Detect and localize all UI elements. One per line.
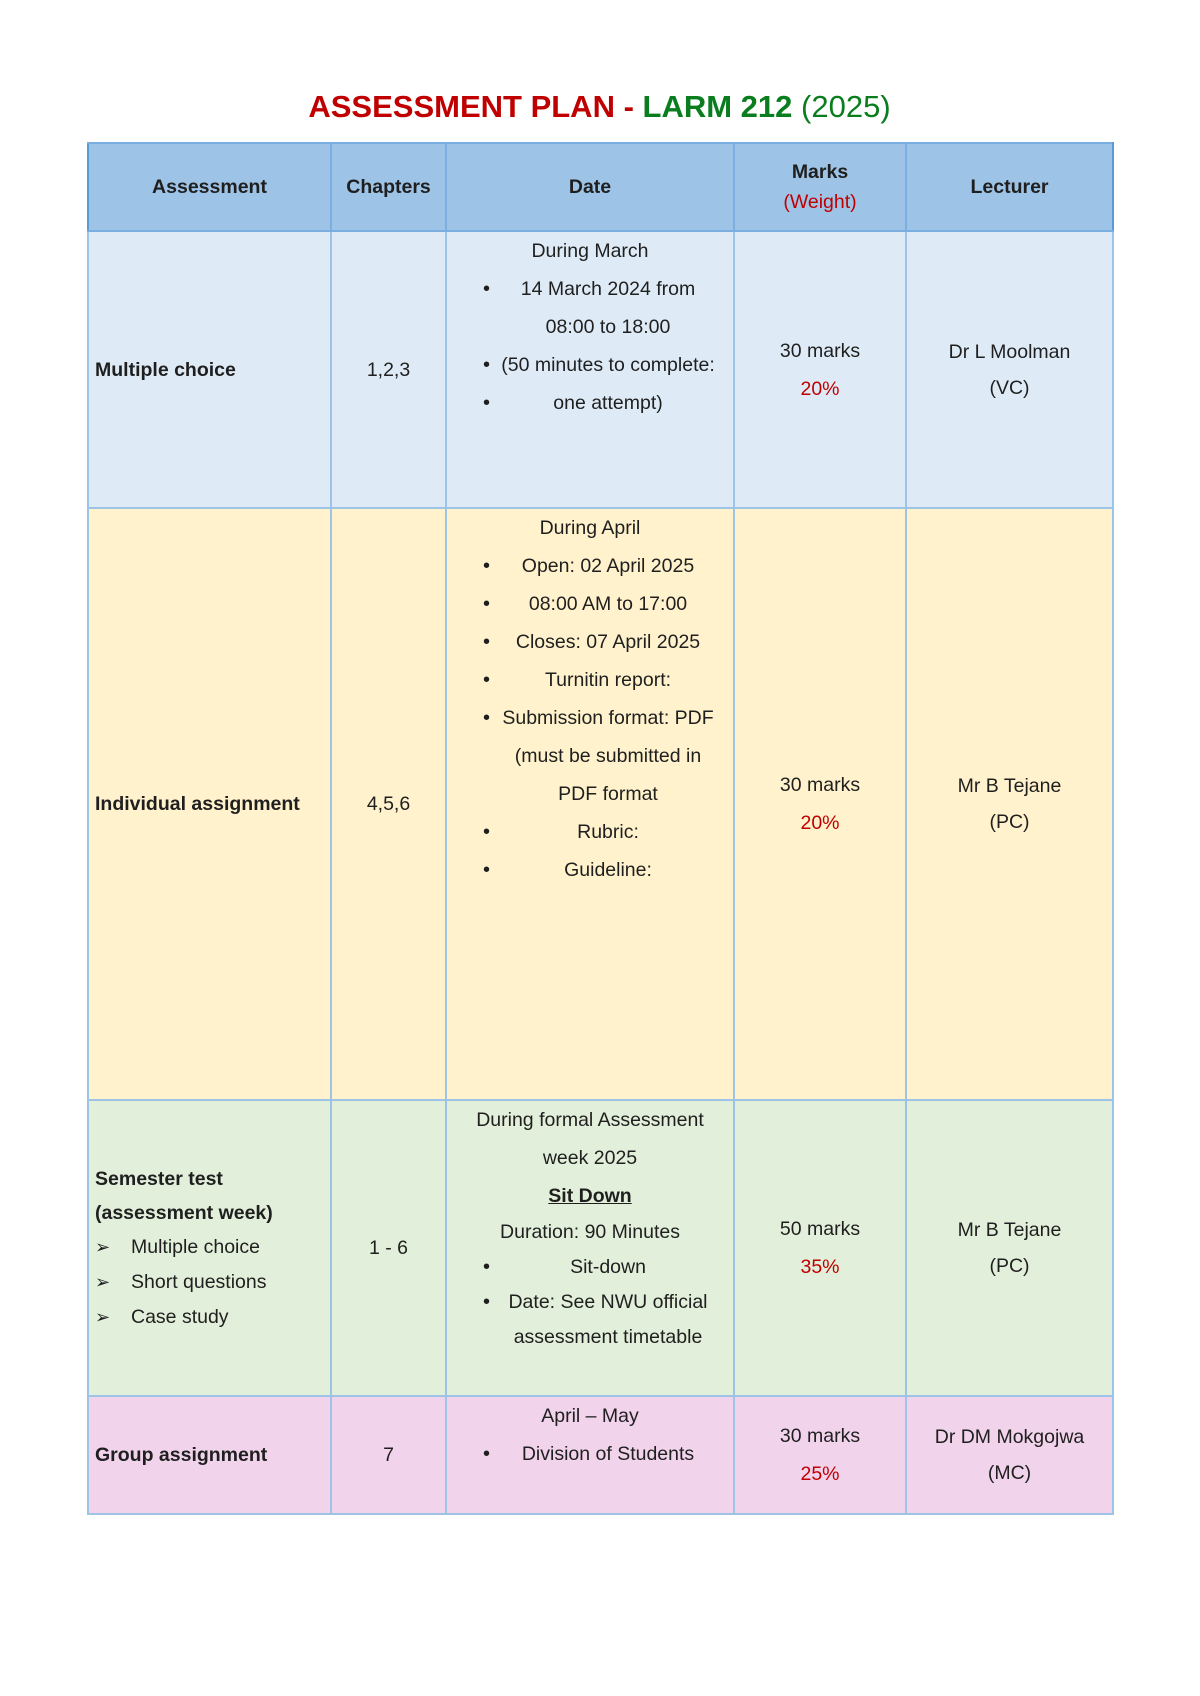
- chapters-cell: 1,2,3: [331, 231, 446, 508]
- chapters-cell: 1 - 6: [331, 1100, 446, 1396]
- list-item: • Turnitin report:: [453, 661, 727, 699]
- list-item: • Date: See NWU official assessment timetable: [453, 1285, 727, 1355]
- weight-value: 25%: [800, 1463, 840, 1485]
- list-item: ➢ Short questions: [95, 1265, 324, 1300]
- date-cell: [446, 508, 734, 1100]
- lecturer-code: (MC): [987, 1462, 1032, 1484]
- list-item: • one attempt): [453, 384, 727, 422]
- list-item: • Guideline:: [453, 851, 727, 889]
- date-duration: Duration: 90 Minutes: [500, 1221, 680, 1243]
- assessment-name-cell: [88, 1100, 331, 1396]
- lecturer-cell: [906, 1100, 1113, 1396]
- title-separator: -: [614, 89, 643, 124]
- lecturer-code: (PC): [989, 811, 1030, 833]
- lecturer-cell: [906, 231, 1113, 508]
- marks-cell: [734, 508, 906, 1100]
- date-intro: During March: [531, 240, 649, 262]
- list-item: • Division of Students: [453, 1435, 727, 1473]
- list-item: ➢ Multiple choice: [95, 1230, 324, 1265]
- header-assessment: Assessment: [88, 143, 331, 231]
- date-cell: [446, 1100, 734, 1396]
- date-list: [453, 547, 727, 889]
- marks-value: 30 marks: [779, 774, 861, 796]
- lecturer-name: Dr L Moolman: [948, 340, 1071, 363]
- list-item: • Closes: 07 April 2025: [453, 623, 727, 661]
- assessment-table: [87, 142, 1114, 1515]
- chapters-cell: 7: [331, 1396, 446, 1514]
- chapters-cell: 4,5,6: [331, 508, 446, 1100]
- page-title: [87, 82, 1112, 132]
- table-row: [88, 1100, 1113, 1396]
- lecturer-cell: [906, 1396, 1113, 1514]
- marks-cell: [734, 231, 906, 508]
- weight-value: 20%: [800, 377, 840, 400]
- table-header-row: [88, 143, 1113, 231]
- list-item: • Rubric:: [453, 813, 727, 851]
- date-cell: [446, 1396, 734, 1514]
- lecturer-cell: [906, 508, 1113, 1100]
- date-list: [453, 270, 727, 422]
- header-marks: [734, 143, 906, 231]
- list-item: • Submission format: PDF (must be submitted in PDF format: [453, 699, 727, 813]
- title-year: (2025): [801, 89, 891, 124]
- weight-value: 20%: [800, 812, 840, 834]
- lecturer-name: Dr DM Mokgojwa: [934, 1426, 1085, 1448]
- header-weight-label: (Weight): [783, 191, 857, 213]
- table-row: [88, 508, 1113, 1100]
- marks-value: 30 marks: [779, 1425, 861, 1447]
- lecturer-code: (PC): [989, 1255, 1030, 1277]
- lecturer-name: Mr B Tejane: [957, 775, 1062, 797]
- table-row: [88, 231, 1113, 508]
- header-lecturer: Lecturer: [906, 143, 1113, 231]
- marks-value: 30 marks: [779, 339, 861, 362]
- component-list: [95, 1230, 324, 1335]
- assessment-name: Group assignment: [88, 1396, 331, 1514]
- title-plan: ASSESSMENT PLAN: [308, 89, 615, 124]
- weight-value: 35%: [800, 1256, 840, 1278]
- list-item: • Open: 02 April 2025: [453, 547, 727, 585]
- marks-value: 50 marks: [779, 1218, 861, 1240]
- date-intro: During April: [539, 517, 641, 539]
- list-item: • 14 March 2024 from 08:00 to 18:00: [453, 270, 727, 346]
- header-chapters: Chapters: [331, 143, 446, 231]
- date-intro: April – May: [541, 1405, 639, 1427]
- lecturer-name: Mr B Tejane: [957, 1219, 1062, 1241]
- header-marks-label: Marks: [791, 161, 849, 183]
- assessment-name: Multiple choice: [88, 231, 331, 508]
- lecturer-code: (VC): [989, 376, 1030, 399]
- marks-cell: [734, 1100, 906, 1396]
- table-row: [88, 1396, 1113, 1514]
- date-list: [453, 1435, 727, 1473]
- list-item: • (50 minutes to complete:: [453, 346, 727, 384]
- marks-cell: [734, 1396, 906, 1514]
- date-intro: During formal Assessment week 2025: [476, 1109, 704, 1169]
- date-heading: Sit Down: [548, 1185, 632, 1207]
- assessment-name: Individual assignment: [88, 508, 331, 1100]
- date-cell: [446, 231, 734, 508]
- list-item: ➢ Case study: [95, 1300, 324, 1335]
- header-date: Date: [446, 143, 734, 231]
- date-list: [453, 1250, 727, 1355]
- list-item: • Sit-down: [453, 1250, 727, 1285]
- title-course-code: LARM 212: [642, 89, 793, 124]
- list-item: • 08:00 AM to 17:00: [453, 585, 727, 623]
- assessment-name: Semester test (assessment week): [95, 1167, 273, 1224]
